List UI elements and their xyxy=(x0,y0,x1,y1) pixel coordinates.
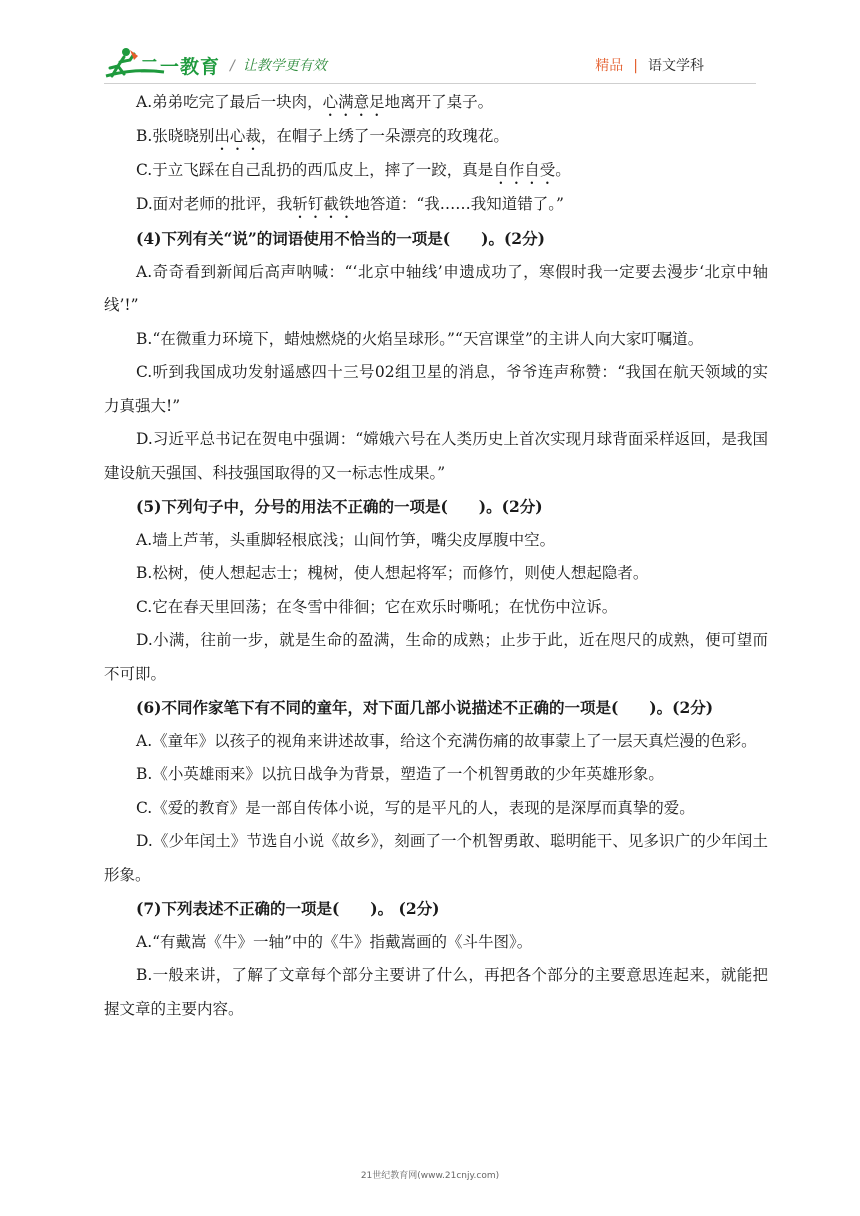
page-footer: 21世纪教育网(www.21cnjy.com) xyxy=(360,1171,500,1181)
option-line: B.张晓晓别出心裁，在帽子上绣了一朵漂亮的玫瑰花。 xyxy=(136,127,509,145)
question-5-option-c: C.它在春天里回荡；在冬雪中徘徊；它在欢乐时嘶吼；在忧伤中泣诉。 xyxy=(136,597,618,616)
option-line: A.弟弟吃完了最后一块肉，心满意足地离开了桌子。 xyxy=(136,93,494,111)
subject-label: 语文学科 xyxy=(648,58,704,74)
question-4: (4)下列有关“说”的词语使用不恰当的一项是( )。(2分) xyxy=(136,229,545,248)
quality-badge: 精品 xyxy=(595,58,624,74)
option-line: D.面对老师的批评，我斩钉截铁地答道：“我……我知道错了。” xyxy=(136,195,564,213)
question-5-option-a: A.墙上芦苇，头重脚轻根底浅；山间竹笋，嘴尖皮厚腹中空。 xyxy=(136,530,556,549)
logo-text: 二一教育 xyxy=(140,56,221,78)
page-header xyxy=(0,0,860,90)
question-4-option-c: C.听到我国成功发射遥感四十三号02组卫星的消息，爷爷连声称赞：“我国在航天领域的实力真强大!” xyxy=(104,363,768,415)
question-4-option-d: D.习近平总书记在贺电中强调：“嫦娥六号在人类历史上首次实现月球背面采样返回，是我国建设航天强国、科技强国取得的又一标志性成果。” xyxy=(104,430,768,482)
question-6-option-a: A.《童年》以孩子的视角来讲述故事，给这个充满伤痛的故事蒙上了一层天真烂漫的色彩。 xyxy=(136,731,757,750)
question-5: (5)下列句子中，分号的用法不正确的一项是( )。(2分) xyxy=(136,497,543,516)
document-body xyxy=(104,86,768,1026)
question-6-option-d: D.《少年闰土》节选自小说《故乡》，刻画了一个机智勇敢、聪明能干、见多识广的少年闰土形象。 xyxy=(104,832,768,884)
question-5-option-b: B.松树，使人想起志士；槐树，使人想起将军；而修竹，则使人想起隐者。 xyxy=(136,564,649,582)
slogan-text: 让教学更有效 xyxy=(242,58,327,74)
question-4-option-a: A.奇奇看到新闻后高声呐喊：“‘北京中轴线’申遗成功了，寒假时我一定要去漫步‘北京中轴线’!” xyxy=(104,262,768,314)
slogan: / 让教学更有效 xyxy=(230,58,327,74)
question-6-option-c: C.《爱的教育》是一部自传体小说，写的是平凡的人，表现的是深厚而真挚的爱。 xyxy=(136,798,695,817)
question-6-option-b: B.《小英雄雨来》以抗日战争为背景，塑造了一个机智勇敢的少年英雄形象。 xyxy=(136,765,664,783)
option-line: C.于立飞踩在自己乱扔的西瓜皮上，摔了一跤，真是自作自受。 xyxy=(136,161,571,179)
question-7-option-a: A.“有戴嵩《牛》一轴”中的《牛》指戴嵩画的《斗牛图》。 xyxy=(136,932,533,951)
question-7-option-b: B.一般来讲，了解了文章每个部分主要讲了什么，再把各个部分的主要意思连起来，就能把握文章的主要内容。 xyxy=(104,966,768,1018)
header-right: 精品 | 语文学科 xyxy=(595,58,704,74)
question-5-option-d: D.小满，往前一步，就是生命的盈满，生命的成熟；止步于此，近在咫尺的成熟，便可望而不可即。 xyxy=(104,631,768,683)
header-divider xyxy=(104,83,756,84)
question-4-option-b: B.“在微重力环境下，蜡烛燃烧的火焰呈球形。”“天宫课堂”的主讲人向大家叮嘱道。 xyxy=(136,329,704,348)
question-7: (7)下列表述不正确的一项是( )。 (2分) xyxy=(136,899,440,918)
question-6: (6)不同作家笔下有不同的童年，对下面几部小说描述不正确的一项是( )。(2分) xyxy=(136,698,714,717)
